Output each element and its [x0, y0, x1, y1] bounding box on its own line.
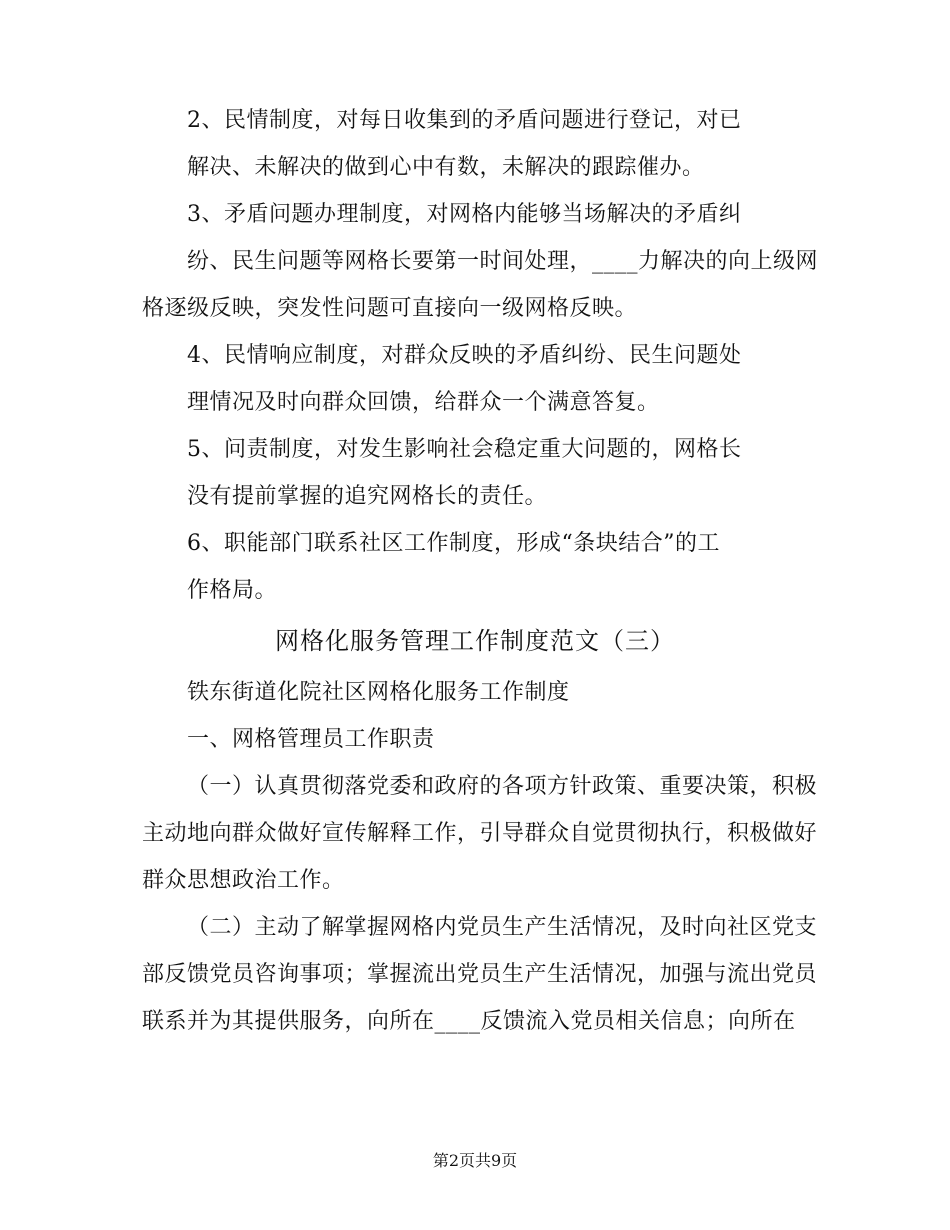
paragraph-line: 群众思想政治工作。: [142, 868, 345, 893]
paragraph-line: 2、民情制度，对每日收集到的矛盾问题进行登记，对已: [187, 108, 742, 133]
paragraph-line: 格逐级反映，突发性问题可直接向一级网格反映。: [142, 296, 638, 321]
paragraph-line: 5、问责制度，对发生影响社会稳定重大问题的，网格长: [187, 437, 742, 462]
paragraph-line: 部反馈党员咨询事项；掌握流出党员生产生活情况，加强与流出党员: [142, 962, 818, 987]
paragraph-line: （一）认真贯彻落党委和政府的各项方针政策、重要决策，积极: [187, 774, 818, 799]
paragraph-line: 一、网格管理员工作职责: [187, 727, 435, 752]
paragraph-line: 3、矛盾问题办理制度，对网格内能够当场解决的矛盾纠: [187, 202, 742, 227]
paragraph-line: 纷、民生问题等网格长要第一时间处理，____力解决的向上级网: [187, 249, 819, 274]
paragraph-line: 理情况及时向群众回馈，给群众一个满意答复。: [187, 390, 660, 415]
paragraph-line: 4、民情响应制度，对群众反映的矛盾纠纷、民生问题处: [187, 343, 742, 368]
paragraph-line: 联系并为其提供服务，向所在____反馈流入党员相关信息；向所在: [142, 1009, 796, 1034]
paragraph-line: 铁东街道化院社区网格化服务工作制度: [187, 680, 570, 705]
section-title: 网格化服务管理工作制度范文（三）: [275, 627, 675, 655]
page-number: 第2页共9页: [432, 1151, 518, 1170]
paragraph-line: 主动地向群众做好宣传解释工作，引导群众自觉贯彻执行，积极做好: [142, 821, 818, 846]
paragraph-line: 没有提前掌握的追究网格长的责任。: [187, 484, 548, 509]
paragraph-line: 作格局。: [187, 578, 278, 603]
paragraph-line: 6、职能部门联系社区工作制度，形成“条块结合”的工: [187, 531, 720, 556]
paragraph-line: （二）主动了解掌握网格内党员生产生活情况，及时向社区党支: [187, 915, 818, 940]
paragraph-line: 解决、未解决的做到心中有数，未解决的跟踪催办。: [187, 155, 705, 180]
